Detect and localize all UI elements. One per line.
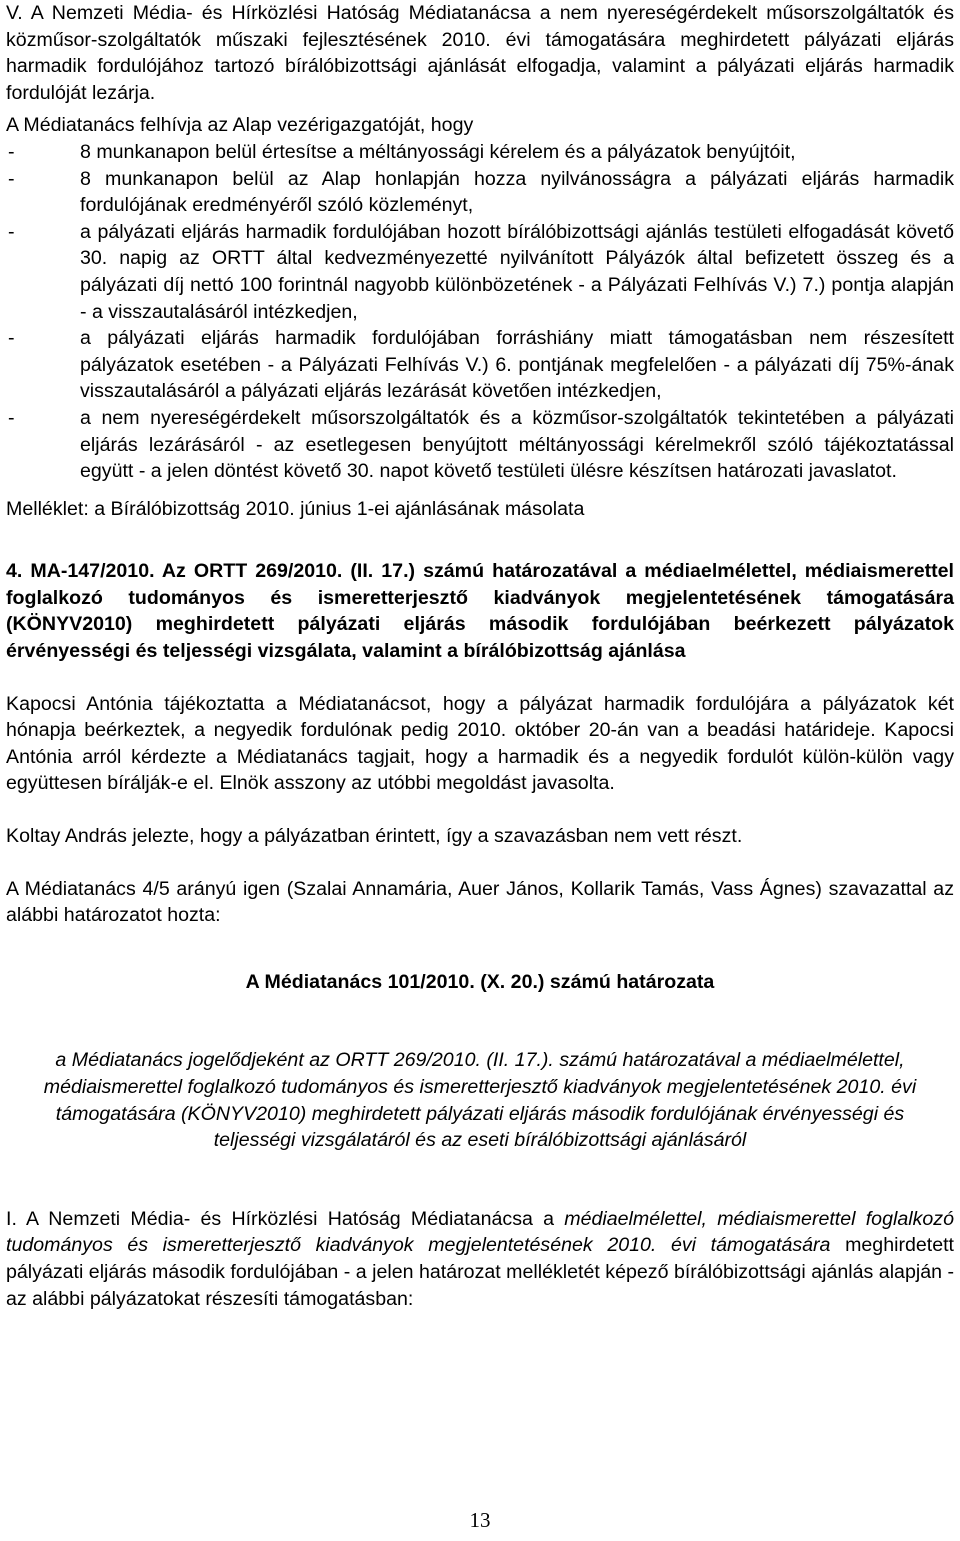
- resolution-subtitle: a Médiatanács jogelődjeként az ORTT 269/2010. (II. 17.). számú határozatával a médiaelmélettel, médiaismerettel foglalkozó tudományos és ismeretterjesztő kiadványok megjelentetésének 2010. évi támogatására (KÖNYV2010) meghirdetett pályázati eljárás második fordulójának érvényességi és teljességi vizsgálatáról és az eseti bírálóbizottsági ajánlásáról: [43, 1049, 917, 1152]
- list-item: [6, 405, 954, 485]
- document-page: [6, 0, 954, 1312]
- intro-paragraph: V. A Nemzeti Média- és Hírközlési Hatóság Médiatanácsa a nem nyereségérdekelt műsorszolgáltatók és közműsor-szolgáltatók műszaki fejlesztésének 2010. évi támogatására meghirdetett pályázati eljárás harmadik fordulójához tartozó bírálóbizottsági ajánlását elfogadja, valamint a pályázati eljárás harmadik fordulóját lezárja.: [6, 2, 954, 104]
- list-item-text: a nem nyereségérdekelt műsorszolgáltatók és a közműsor-szolgáltatók tekintetében a pályázati eljárás lezárásáról - az esetlegesen benyújtott méltányossági kérelmekről szóló tájékoztatással együtt - a jelen döntést követő 30. napot követő testületi ülésre készítsen határozati javaslatot.: [80, 406, 954, 483]
- dash-bullet: -: [8, 140, 15, 163]
- list-item: [6, 219, 954, 325]
- resolution-title: A Médiatanács 101/2010. (X. 20.) számú határozata: [245, 970, 715, 993]
- list-item-text: a pályázati eljárás harmadik fordulójában forráshiány miatt támogatásban nem részesített pályázatok esetében - a Pályázati Felhívás V.) 6. pontjának megfelelően - a pályázati díj 75%-ának visszautalásáról a pályázati eljárás lezárását követően intézkedjen,: [80, 327, 954, 403]
- list-item: [6, 166, 954, 219]
- final-paragraph: [6, 1206, 954, 1312]
- koltay-paragraph: Koltay András jelezte, hogy a pályázatban érintett, így a szavazásban nem vett részt.: [6, 825, 743, 848]
- kapocsi-paragraph: Kapocsi Antónia tájékoztatta a Médiatanácsot, hogy a pályázat harmadik fordulójára a pályázatok két hónapja beérkeztek, a negyedik fordulónak pedig 2010. október 20-án van a beadási határideje. Kapocsi Antónia arról kérdezte a Médiatanács tagjait, hogy a harmadik és a negyedik fordulót külön-külön vagy együttesen bírálják-e el. Elnök asszony az utóbbi megoldást javasolta.: [6, 692, 954, 795]
- attachment-label: Melléklet:: [6, 497, 89, 520]
- dash-bullet: -: [8, 327, 15, 350]
- list-item: [6, 325, 954, 405]
- call-intro: A Médiatanács felhívja az Alap vezérigazgatóját, hogy: [6, 114, 474, 137]
- dash-bullet: -: [8, 406, 15, 429]
- list-item-text: 8 munkanapon belül az Alap honlapján hozza nyilvánosságra a pályázati eljárás harmadik fordulójának eredményéről szóló közleményt,: [80, 167, 954, 217]
- attachment-line: [6, 496, 954, 523]
- dash-bullet: -: [8, 167, 15, 190]
- dash-bullet: -: [8, 220, 15, 243]
- list-item: [6, 139, 954, 166]
- attachment-text: a Bírálóbizottság 2010. június 1-ei ajánlásának másolata: [88, 497, 585, 520]
- final-paragraph-start: I. A Nemzeti Média- és Hírközlési Hatóság Médiatanácsa a: [6, 1207, 565, 1230]
- section-4-heading: 4. MA-147/2010. Az ORTT 269/2010. (II. 17.) számú határozatával a médiaelmélettel, médiaismerettel foglalkozó tudományos és ismeretterjesztő kiadványok megjelentetésének támogatására (KÖNYV2010) meghirdetett pályázati eljárás második fordulójában beérkezett pályázatok érvényességi és teljességi vizsgálata, valamint a bírálóbizottság ajánlása: [6, 560, 954, 663]
- final-paragraph-end: meghirdetett pályázati eljárás második fordulójában - a jelen határozat mellékletét képező bírálóbizottsági ajánlás alapján - az alábbi pályázatokat részesíti támogatásban:: [6, 1234, 955, 1310]
- list-item-text: a pályázati eljárás harmadik fordulójában hozott bírálóbizottsági ajánlás testületi elfogadását követő 30. napig az ORTT által kedvezményezetté nyilvánított Pályázók által befizetett összeg és a pályázati díj nettó 100 forintnál nagyobb különbözetének - a Pályázati Felhívás V.) 7.) pontja alapján - a visszautalásáról intézkedjen,: [80, 220, 954, 323]
- page-number: 13: [469, 1508, 491, 1532]
- list-item-text: 8 munkanapon belül értesítse a méltányossági kérelem és a pályázatok benyújtóit,: [80, 140, 796, 163]
- final-paragraph-italic: médiaelmélettel, médiaismerettel foglalkozó tudományos és ismeretterjesztő kiadványok megjelentetésének 2010. évi támogatására: [6, 1207, 954, 1257]
- vote-paragraph: A Médiatanács 4/5 arányú igen (Szalai Annamária, Auer János, Kollarik Tamás, Vass Ágnes) szavazattal az alábbi határozatot hozta:: [6, 877, 954, 927]
- call-list: [6, 139, 954, 485]
